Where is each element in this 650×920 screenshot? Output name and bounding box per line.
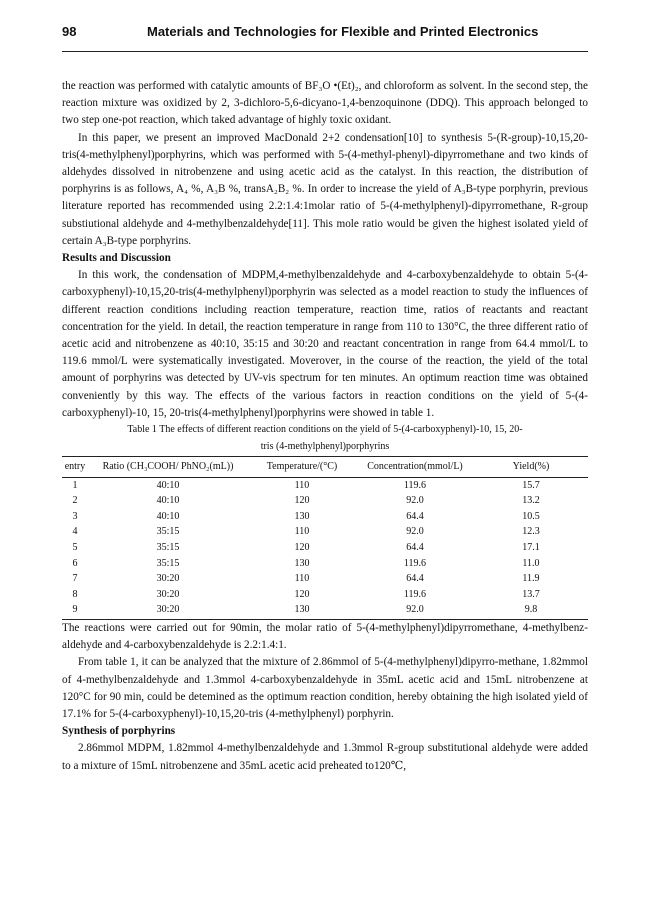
page-number: 98: [62, 24, 77, 39]
cell-temperature: 110: [294, 479, 310, 491]
cell-concentration: 119.6: [403, 588, 427, 600]
table-caption-line-1: Table 1 The effects of different reaction conditions on the yield of 5-(4-carboxyphenyl)-10, 15, 20-: [127, 424, 523, 436]
col-header-concentration: Concentration(mmol/L): [356, 457, 474, 478]
cell-entry: 5: [72, 542, 78, 554]
cell-temperature: 110: [294, 573, 310, 585]
col-header-entry: entry: [62, 457, 88, 478]
table-row: [62, 493, 588, 509]
col-header-ratio: Ratio (CH₃COOH/ PhNO₂(mL)): [88, 457, 248, 478]
cell-concentration: 92.0: [406, 526, 424, 538]
cell-concentration: 119.6: [403, 479, 427, 491]
cell-concentration: 64.4: [406, 573, 424, 585]
cell-yield: 9.8: [474, 602, 588, 619]
article-body: [62, 78, 588, 775]
table-row: [62, 556, 588, 572]
cell-temperature: 120: [294, 588, 310, 600]
cell-ratio: 30:20: [88, 602, 248, 619]
section-heading-synthesis: Synthesis of porphyrins: [62, 725, 176, 738]
cell-entry: 2: [72, 495, 78, 507]
section-heading-results: Results and Discussion: [62, 252, 171, 265]
table-row: [62, 540, 588, 556]
cell-ratio: 40:10: [156, 479, 180, 491]
cell-yield: 11.9: [522, 573, 540, 585]
table-row: [62, 509, 588, 525]
cell-temperature: 130: [294, 510, 310, 522]
cell-yield: 12.3: [522, 526, 540, 538]
table-row: [62, 602, 588, 619]
results-table: [62, 456, 588, 620]
cell-yield: 10.5: [522, 510, 540, 522]
cell-concentration: 92.0: [356, 602, 474, 619]
table-caption: [62, 422, 588, 455]
table-caption-line-2: tris (4-methylphenyl)porphyrins: [260, 440, 390, 452]
table-header-row: [62, 457, 588, 478]
table-row: [62, 587, 588, 603]
cell-entry: 7: [72, 573, 78, 585]
table-row: [62, 477, 588, 493]
cell-yield: 17.1: [522, 542, 540, 554]
cell-concentration: 119.6: [403, 557, 427, 569]
paragraph-intro-continued: the reaction was performed with catalytic amounts of BF₃O •(Et)₂, and chloroform as solvent. In the second step, the reaction mixture was oxidized by 2, 3-dichloro-5,6-dicyano-1,4-benzoquinone (DDQ). This approach belonged to two step one-pot reaction, which taked advantage of highly toxic oxidant.: [62, 80, 588, 127]
table-row: [62, 524, 588, 540]
cell-entry: 3: [72, 510, 78, 522]
cell-entry: 9: [62, 602, 88, 619]
cell-ratio: 35:15: [156, 557, 180, 569]
cell-yield: 11.0: [522, 557, 540, 569]
cell-yield: 13.2: [522, 495, 540, 507]
paragraph-table-analysis: From table 1, it can be analyzed that the mixture of 2.86mmol of 5-(4-methylphenyl)dipyrro-methane, 1.82mmol of 4-methylbenzaldehyde and 1.3mmol 4-carboxybenzaldehyde in 35mL acetic acid and 15mL nitrobenzene at 120°C for 90 min, could be detemined as the optimum reaction condition, hereby obtaining the high isolated yield of 17.1% for 5-(4-carboxyphenyl)-10,15,20-tris (4-methylphenyl) porphyrin.: [62, 656, 588, 721]
cell-temperature: 110: [294, 526, 310, 538]
cell-concentration: 92.0: [406, 495, 424, 507]
col-header-temperature: Temperature/(°C): [248, 457, 356, 478]
cell-ratio: 40:10: [156, 495, 180, 507]
cell-entry: 6: [72, 557, 78, 569]
paragraph-condensation: In this work, the condensation of MDPM,4-methylbenzaldehyde and 4-carboxybenzaldehyde to obtain 5-(4-carboxyphenyl)-10,15,20-tris(4-methylphenyl)porphyrin was selected as a model reaction to study the influences of different reaction conditions including reaction temperature, reaction time, ratios of reactants and reactant concentration for the yield. In detail, the reaction temperature in range from 110 to 130°C, the three different ratio of acetic acid and nitrobenzene as 40:10, 35:15 and 30:20 and reactant concentration in range from 64.4 mmol/L to 119.6 mmol/L were systematically investigated. Moverover, in the course of the reaction, the yield of the total amount of porphyrins was detected by UV-vis spectrum for ten minutes. An optimum reaction time was obtained conveniently by this way. The effects of the various factors in reaction conditions on the yield of 5-(4-carboxyphenyl)-10, 15, 20-tris(4-methylphenyl)porphyrins were showed in table 1.: [62, 269, 588, 419]
table-row: [62, 571, 588, 587]
cell-ratio: 35:15: [156, 542, 180, 554]
cell-concentration: 64.4: [406, 510, 424, 522]
col-header-yield: Yield(%): [474, 457, 588, 478]
cell-temperature: 120: [294, 542, 310, 554]
running-header: [62, 22, 588, 52]
cell-ratio: 35:15: [156, 526, 180, 538]
table-note: The reactions were carried out for 90min, the molar ratio of 5-(4-methylphenyl)dipyrromethane, 4-methylbenz- aldehyde and 4-carboxybenzaldehyde is 2.2:1.4:1.: [62, 622, 588, 652]
cell-yield: 13.7: [522, 588, 540, 600]
cell-ratio: 30:20: [156, 573, 180, 585]
paragraph-synthesis: 2.86mmol MDPM, 1.82mmol 4-methylbenzaldehyde and 1.3mmol R-group substitutional aldehyde were added to a mixture of 15mL nitrobenzene and 35mL acetic acid preheated to120℃,: [62, 742, 588, 772]
cell-entry: 8: [72, 588, 78, 600]
cell-concentration: 64.4: [406, 542, 424, 554]
cell-ratio: 40:10: [156, 510, 180, 522]
cell-yield: 15.7: [522, 479, 540, 491]
journal-title: Materials and Technologies for Flexible and Printed Electronics: [147, 24, 539, 39]
cell-ratio: 30:20: [156, 588, 180, 600]
cell-entry: 1: [72, 479, 78, 491]
header-divider: [62, 51, 588, 52]
cell-entry: 4: [72, 526, 78, 538]
cell-temperature: 130: [294, 557, 310, 569]
paragraph-present-work: In this paper, we present an improved MacDonald 2+2 condensation[10] to synthesis 5-(R-group)-10,15,20-tris(4-methylphenyl)porphyrins, which was performed with 5-(4-methyl-phenyl)-dipyrromethane and two kinds of aldehydes dissolved in nitrobenzene and using acetic acid as the catalyst. In this reaction, the distribution of porphyrins is as follows, A₄ %, A₃B %, transA₂B₂ %. In order to increase the yield of A₃B-type porphyrin, previous literature reported has recommended using 2.2:1.4:1molar ratio of 5-(4-methylphenyl)-dipyrromethane, R-group substiutional aldehyde and 4-methylbenzaldehyde[11]. This mole ratio would be given the highest isolated yield of certain A₃B-type porphyrins.: [62, 131, 588, 247]
cell-temperature: 130: [248, 602, 356, 619]
cell-temperature: 120: [294, 495, 310, 507]
